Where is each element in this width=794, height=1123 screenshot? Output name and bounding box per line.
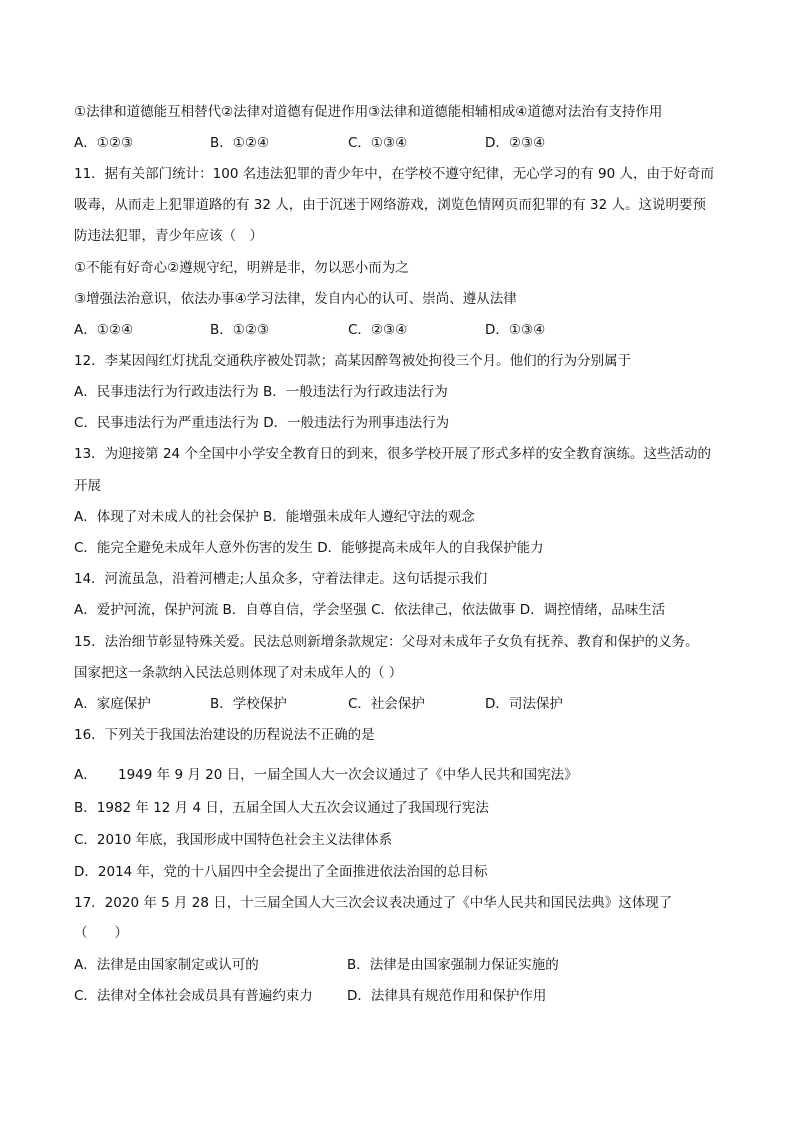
q11-stem-line-1: 11．据有关部门统计：100 名违法犯罪的青少年中，在学校不遵守纪律，无心学习的有 90 人，由于好奇而 xyxy=(74,166,714,182)
q10-statements: ①法律和道德能互相替代②法律对道德有促进作用③法律和道德能相辅相成④道德对法治有支持作用 xyxy=(74,104,663,120)
q14-stem: 14．河流虽急，沿着河槽走;人虽众多，守着法律走。这句话提示我们 xyxy=(74,571,488,587)
q10-option-b: B．①②④ xyxy=(210,135,270,151)
q12-options-1: A．民事违法行为行政违法行为 B．一般违法行为行政违法行为 xyxy=(74,384,448,400)
q16-stem: 16．下列关于我国法治建设的历程说法不正确的是 xyxy=(74,727,375,743)
q16-option-a-text: 1949 年 9 月 20 日，一届全国人大一次会议通过了《中华人民共和国宪法》 xyxy=(118,767,578,783)
q11-option-a: A．①②④ xyxy=(74,322,134,338)
q11-stem-line-2: 吸毒，从而走上犯罪道路的有 32 人，由于沉迷于网络游戏，浏览色情网页而犯罪的有 32 人。这说明要预 xyxy=(74,197,707,213)
q15-option-b: B．学校保护 xyxy=(210,696,287,712)
q16-option-a xyxy=(74,765,744,785)
q10-option-a: A．①②③ xyxy=(74,135,134,151)
q17-stem-line-1: 17．2020 年 5 月 28 日，十三届全国人大三次会议表决通过了《中华人民共和国民法典》这体现了 xyxy=(74,895,673,911)
q10-options xyxy=(74,133,744,153)
q11-option-b: B．①②③ xyxy=(210,322,270,338)
q15-option-a: A．家庭保护 xyxy=(74,696,151,712)
q13-stem-line-1: 13．为迎接第 24 个全国中小学安全教育日的到来，很多学校开展了形式多样的安全教育演练。这些活动的 xyxy=(74,446,711,462)
q14-options: A．爱护河流，保护河流 B．自尊自信，学会坚强 C．依法律己，依法做事 D．调控情绪，品味生活 xyxy=(74,602,666,618)
q13-options-1: A．体现了对未成人的社会保护 B．能增强未成年人遵纪守法的观念 xyxy=(74,509,475,525)
q17-options-row-2 xyxy=(74,986,744,1006)
q17-options-row-1 xyxy=(74,955,744,975)
q15-stem-line-2: 国家把这一条款纳入民法总则体现了对未成年人的（ ） xyxy=(74,665,403,681)
q13-options-2: C．能完全避免未成年人意外伤害的发生 D．能够提高未成年人的自我保护能力 xyxy=(74,540,544,556)
q17-option-b: B．法律是由国家强制力保证实施的 xyxy=(347,957,559,973)
q15-option-c: C．社会保护 xyxy=(348,696,425,712)
q13-stem-line-2: 开展 xyxy=(74,478,101,494)
q16-option-b: B．1982 年 12 月 4 日，五届全国人大五次会议通过了我国现行宪法 xyxy=(74,800,489,816)
q15-options xyxy=(74,694,744,714)
q11-options xyxy=(74,320,744,340)
q11-statements-1: ①不能有好奇心②遵规守纪，明辨是非，勿以恶小而为之 xyxy=(74,260,409,276)
q17-option-a: A．法律是由国家制定或认可的 xyxy=(74,957,259,973)
q17-option-c: C．法律对全体社会成员具有普遍约束力 xyxy=(74,988,313,1004)
q11-stem-line-3: 防违法犯罪，青少年应该（ ） xyxy=(74,228,263,244)
q15-stem-line-1: 15．法治细节彰显特殊关爱。民法总则新增条款规定：父母对未成年子女负有抚养、教育和保护的义务。 xyxy=(74,634,699,650)
q16-option-a-label: A． xyxy=(74,767,97,783)
q11-option-d: D．①③④ xyxy=(485,322,546,338)
q17-option-d: D．法律具有规范作用和保护作用 xyxy=(347,988,547,1004)
q12-stem: 12．李某因闯红灯扰乱交通秩序被处罚款；高某因醉驾被处拘役三个月。他们的行为分别属于 xyxy=(74,353,632,369)
q15-option-d: D．司法保护 xyxy=(485,696,563,712)
q17-stem-line-2: （ ） xyxy=(74,925,128,941)
q10-option-c: C．①③④ xyxy=(348,135,408,151)
q16-option-d: D．2014 年，党的十八届四中全会提出了全面推进依法治国的总目标 xyxy=(74,864,488,880)
q11-option-c: C．②③④ xyxy=(348,322,408,338)
q11-statements-2: ③增强法治意识，依法办事④学习法律，发自内心的认可、崇尚、遵从法律 xyxy=(74,291,517,307)
q16-option-c: C．2010 年底，我国形成中国特色社会主义法律体系 xyxy=(74,832,393,848)
q10-option-d: D．②③④ xyxy=(485,135,546,151)
q12-options-2: C．民事违法行为严重违法行为 D．一般违法行为刑事违法行为 xyxy=(74,415,450,431)
